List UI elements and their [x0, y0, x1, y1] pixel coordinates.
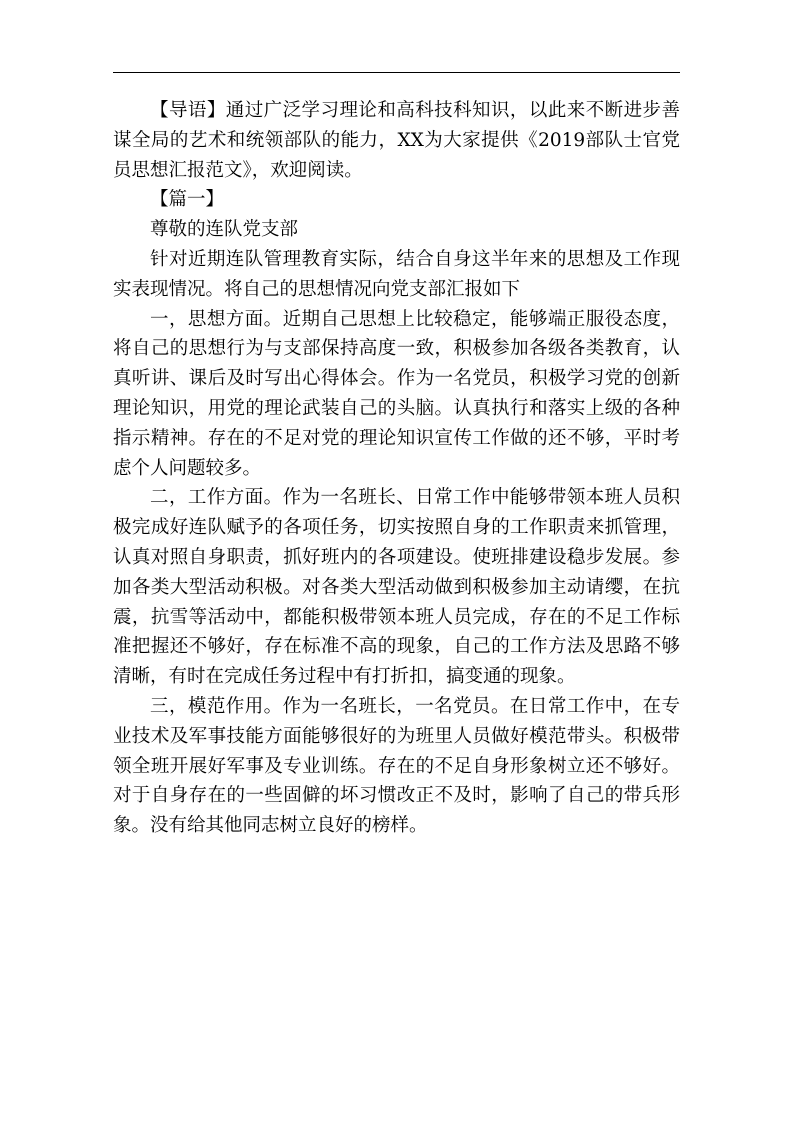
intro-paragraph: 【导语】通过广泛学习理论和高科技科知识，以此来不断进步善谋全局的艺术和统领部队的能力，XX为大家提供《2019部队士官党员思想汇报范文》，欢迎阅读。 [113, 100, 680, 181]
thought-paragraph: 一，思想方面。近期自己思想上比较稳定，能够端正服役态度，将自己的思想行为与支部保持高度一致，积极参加各级各类教育，认真听讲、课后及时写出心得体会。作为一名党员，积极学习党的创新理论知识，用党的理论武装自己的头脑。认真执行和落实上级的各种指示精神。存在的不足对党的理论知识宣传工作做的还不够，平时考虑个人问题较多。 [113, 308, 680, 479]
section-heading: 【篇一】 [150, 189, 225, 211]
document-body [113, 96, 680, 841]
salutation: 尊敬的连队党支部 [150, 219, 299, 241]
role-model-paragraph: 三，模范作用。作为一名班长，一名党员。在日常工作中，在专业技术及军事技能方面能够很好的为班里人员做好模范带头。积极带领全班开展好军事及专业训练。存在的不足自身形象树立还不够好。对于自身存在的一些固僻的坏习惯改正不及时，影响了自己的带兵形象。没有给其他同志树立良好的榜样。 [113, 695, 680, 837]
opening-paragraph: 针对近期连队管理教育实际，结合自身这半年来的思想及工作现实表现情况。将自己的思想情况向党支部汇报如下 [113, 248, 680, 300]
header-rule [113, 72, 680, 73]
work-paragraph: 二，工作方面。作为一名班长、日常工作中能够带领本班人员积极完成好连队赋予的各项任务，切实按照自身的工作职责来抓管理，认真对照自身职责，抓好班内的各项建设。使班排建设稳步发展。参加各类大型活动积极。对各类大型活动做到积极参加主动请缨，在抗震，抗雪等活动中，都能积极带领本班人员完成，存在的不足工作标准把握还不够好，存在标准不高的现象，自己的工作方法及思路不够清晰，有时在完成任务过程中有打折扣，搞变通的现象。 [113, 487, 680, 688]
